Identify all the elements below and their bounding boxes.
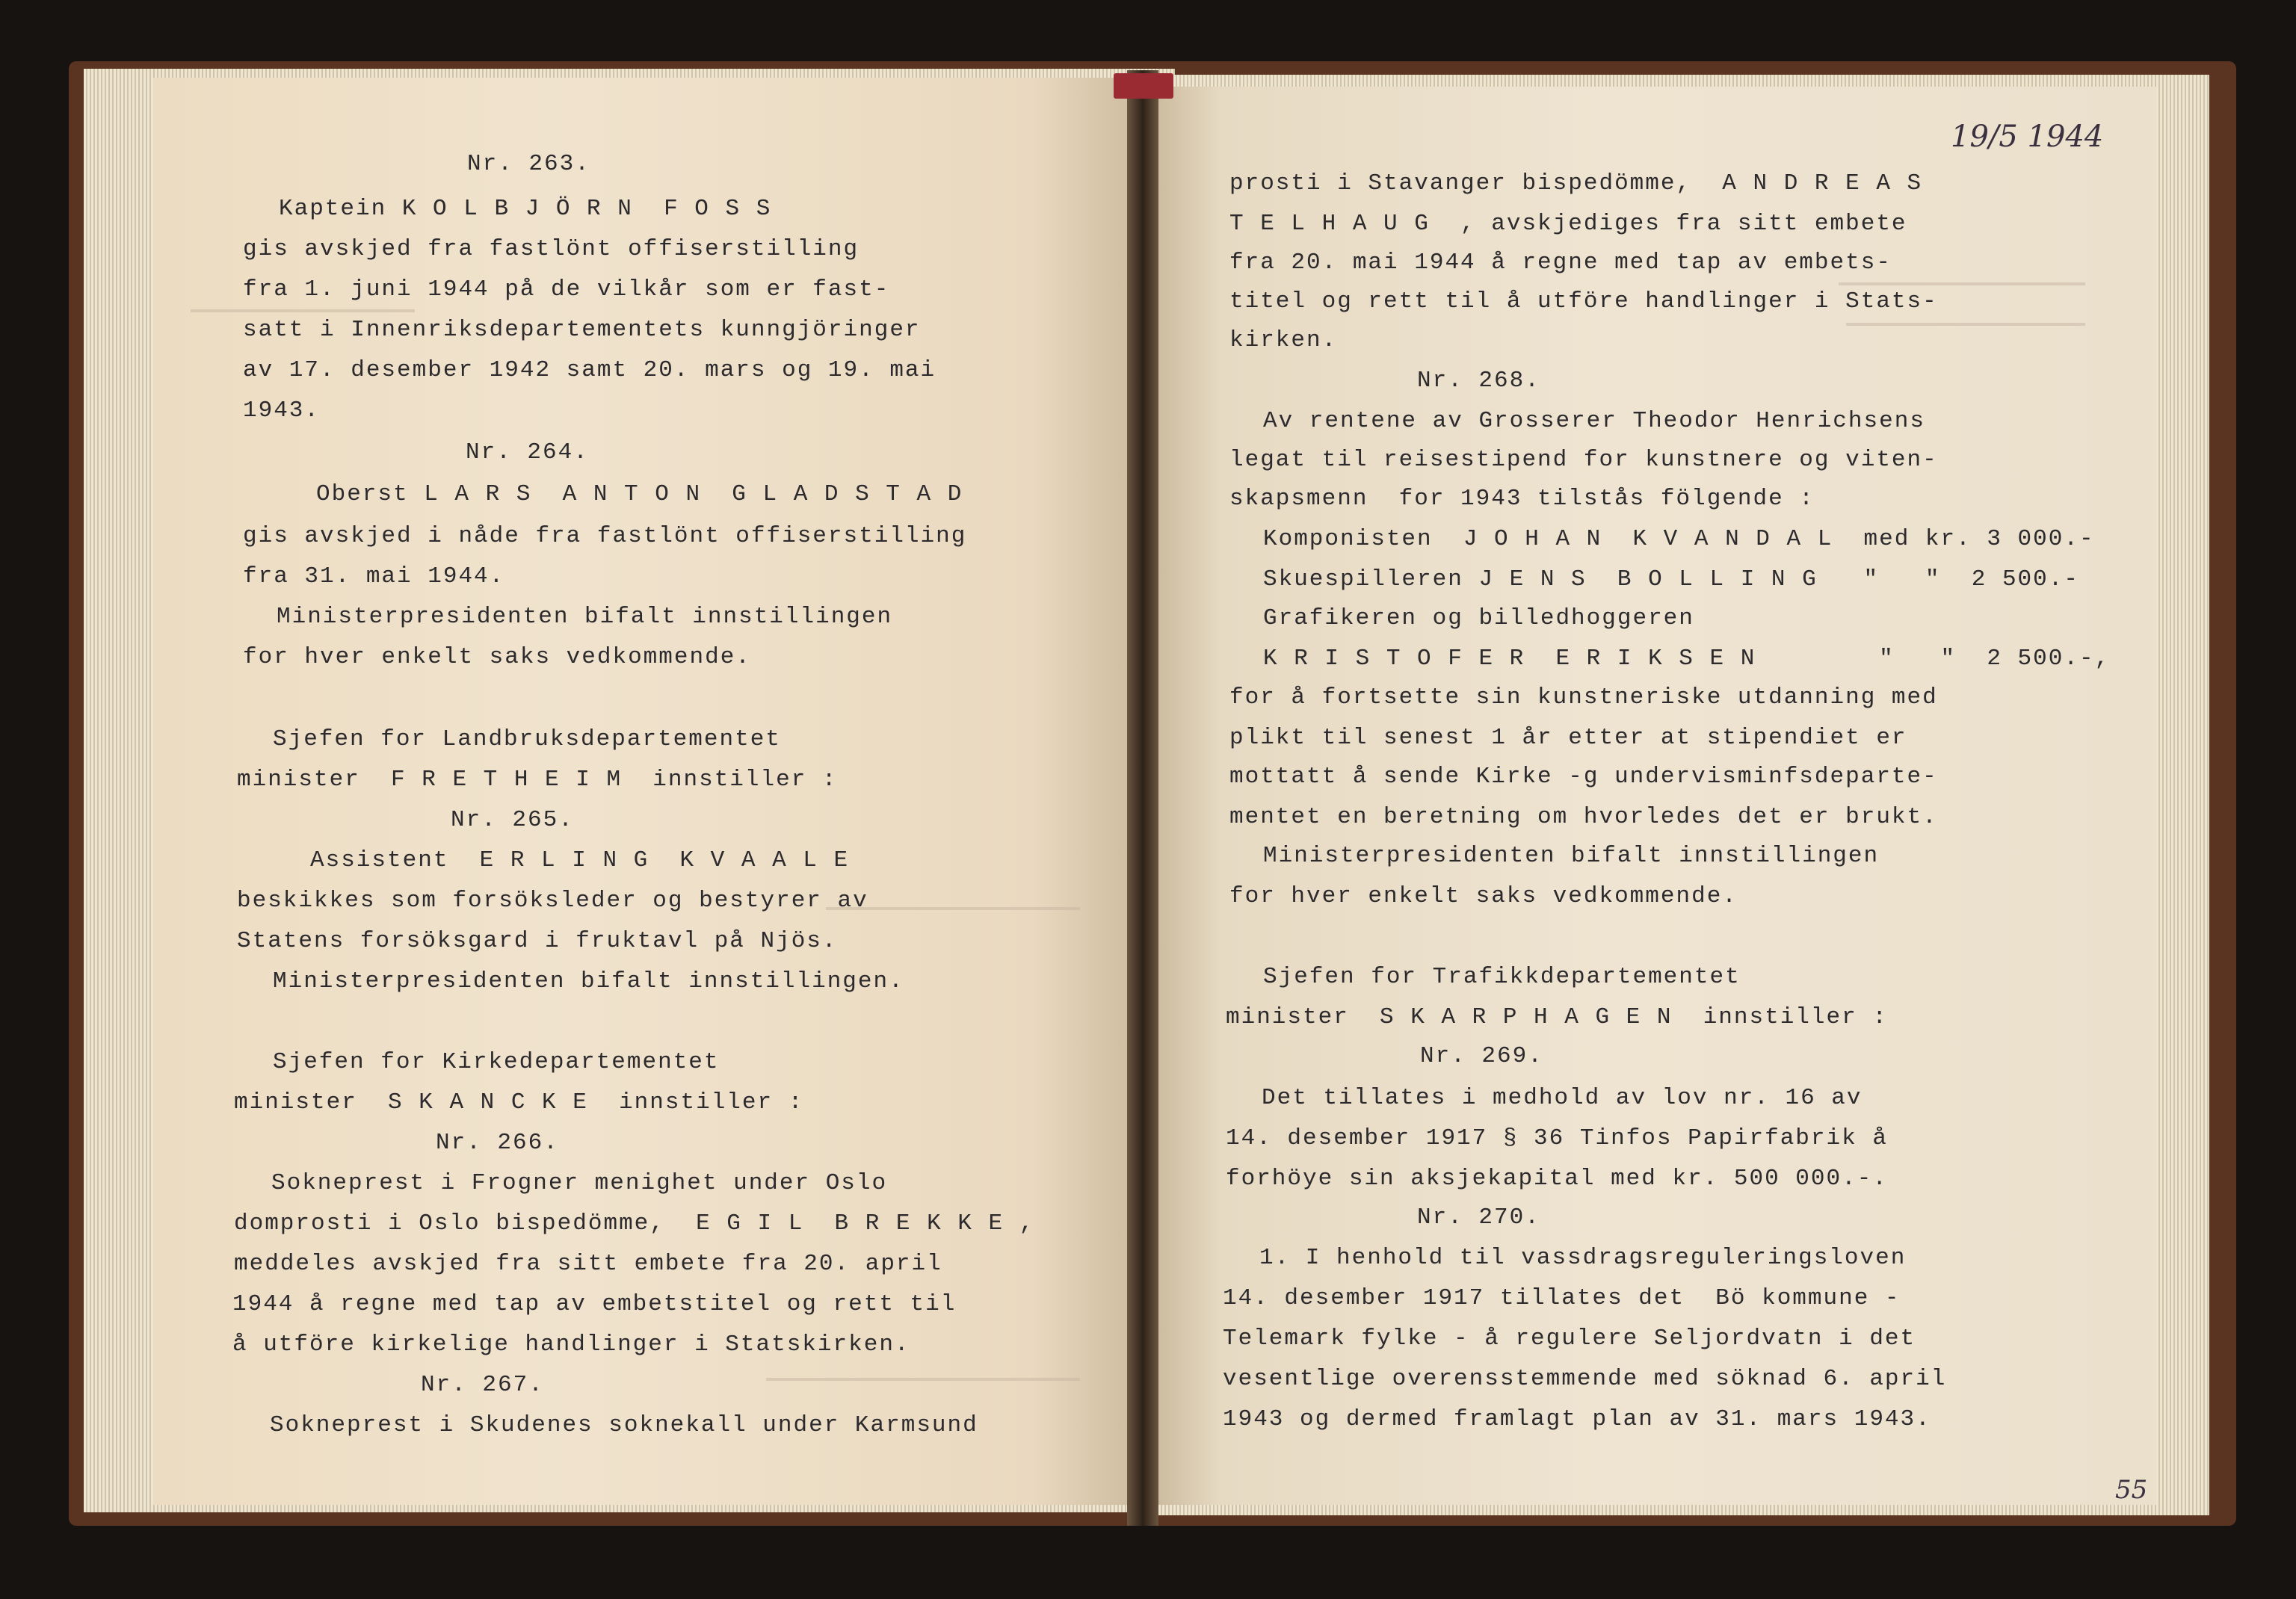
bookmark-ribbon <box>1114 73 1173 99</box>
text-line: legat til reisestipend for kunstnere og viten- <box>1229 447 1938 473</box>
text-line: 1943 og dermed framlagt plan av 31. mars 1943. <box>1223 1406 1931 1432</box>
text-line: prosti i Stavanger bispedömme, A N D R E A S <box>1229 170 1923 197</box>
section-number: Nr. 269. <box>1420 1043 1543 1069</box>
text-line: minister S K A N C K E innstiller : <box>234 1089 804 1116</box>
text-line: gis avskjed fra fastlönt offiserstilling <box>243 236 860 262</box>
bleed-through-mark <box>1839 282 2085 285</box>
text-line: Statens forsöksgard i fruktavl på Njös. <box>237 928 838 954</box>
section-number: Nr. 267. <box>421 1372 544 1398</box>
text-line: for hver enkelt saks vedkommende. <box>1229 883 1738 909</box>
left-page <box>153 78 1151 1505</box>
text-line: mottatt å sende Kirke -g undervisminfsdeparte- <box>1229 764 1938 790</box>
text-line: Sjefen for Kirkedepartementet <box>273 1049 720 1075</box>
section-number: Nr. 270. <box>1417 1204 1540 1231</box>
text-line: Nr. 263. <box>467 151 590 177</box>
text-line: beskikkes som forsöksleder og bestyrer av <box>237 888 868 914</box>
text-line: forhöye sin aksjekapital med kr. 500 000.-. <box>1226 1166 1888 1192</box>
text-line: mentet en beretning om hvorledes det er brukt. <box>1229 804 1938 830</box>
text-line: Komponisten J O H A N K V A N D A L med kr. 3 000.- <box>1263 526 2095 552</box>
text-line: 1944 å regne med tap av embetstitel og rett til <box>232 1291 957 1317</box>
right-page <box>1151 87 2156 1505</box>
text-line: titel og rett til å utföre handlinger i Stats- <box>1229 288 1938 315</box>
text-line: Det tillates i medhold av lov nr. 16 av <box>1262 1085 1863 1111</box>
text-line: vesentlige overensstemmende med söknad 6. april <box>1223 1366 1947 1392</box>
handwritten-date: 19/5 1944 <box>1951 120 2104 154</box>
text-line: fra 31. mai 1944. <box>243 563 505 590</box>
text-line: kirken. <box>1229 327 1338 353</box>
page-number: 55 <box>2115 1475 2148 1505</box>
text-line: gis avskjed i nåde fra fastlönt offiserstilling <box>243 523 967 549</box>
text-line: fra 1. juni 1944 på de vilkår som er fast- <box>243 276 890 303</box>
section-number: Nr. 264. <box>466 439 589 466</box>
text-line: Sjefen for Trafikkdepartementet <box>1263 964 1741 990</box>
bleed-through-mark <box>191 309 415 312</box>
section-number: Nr. 266. <box>436 1130 559 1156</box>
text-line: Oberst L A R S A N T O N G L A D S T A D <box>316 481 963 507</box>
text-line: satt i Innenriksdepartementets kunngjöringer <box>243 317 921 343</box>
text-line: skapsmenn for 1943 tilstås fölgende : <box>1229 486 1815 512</box>
text-line: 1. I henhold til vassdragsreguleringsloven <box>1259 1245 1907 1271</box>
bleed-through-mark <box>766 1378 1080 1381</box>
text-line: for å fortsette sin kunstneriske utdanning med <box>1229 684 1938 711</box>
text-line: av 17. desember 1942 samt 20. mars og 19. mai <box>243 357 936 383</box>
text-line: Grafikeren og billedhoggeren <box>1263 605 1694 631</box>
text-line: minister F R E T H E I M innstiller : <box>237 767 838 793</box>
bleed-through-mark <box>1846 323 2085 326</box>
text-line: 1943. <box>243 398 321 424</box>
text-line: meddeles avskjed fra sitt embete fra 20. april <box>234 1251 942 1277</box>
text-line: domprosti i Oslo bispedömme, E G I L B R E K K E , <box>234 1210 1035 1237</box>
section-number: Nr. 268. <box>1417 368 1540 394</box>
text-line: T E L H A U G , avskjediges fra sitt embete <box>1229 211 1907 237</box>
text-line: fra 20. mai 1944 å regne med tap av embets- <box>1229 250 1892 276</box>
text-line: 14. desember 1917 tillates det Bö kommune - <box>1223 1285 1901 1311</box>
text-line: å utföre kirkelige handlinger i Statskirken. <box>232 1332 910 1358</box>
text-line: Sjefen for Landbruksdepartementet <box>273 726 781 752</box>
text-line: Sokneprest i Frogner menighet under Oslo <box>271 1170 888 1196</box>
text-line: Ministerpresidenten bifalt innstillingen <box>277 604 893 630</box>
text-line: 14. desember 1917 § 36 Tinfos Papirfabrik å <box>1226 1125 1888 1151</box>
text-line: Telemark fylke - å regulere Seljordvatn i det <box>1223 1326 1916 1352</box>
text-line: Ministerpresidenten bifalt innstillingen <box>1263 843 1880 869</box>
text-line: plikt til senest 1 år etter at stipendiet er <box>1229 725 1907 751</box>
text-line: Sokneprest i Skudenes soknekall under Karmsund <box>270 1412 978 1438</box>
text-line: Ministerpresidenten bifalt innstillingen. <box>273 968 904 995</box>
text-line: Skuespilleren J E N S B O L L I N G " " 2 500.- <box>1263 566 2079 593</box>
text-line: Kaptein K O L B J Ö R N F O S S <box>279 196 772 222</box>
text-line: K R I S T O F E R E R I K S E N " " 2 500.-, <box>1263 646 2111 672</box>
book-spine <box>1127 70 1158 1526</box>
text-line: Av rentene av Grosserer Theodor Henrichsens <box>1263 408 1925 434</box>
text-line: minister S K A R P H A G E N innstiller : <box>1226 1004 1888 1030</box>
section-number: Nr. 265. <box>451 807 574 833</box>
text-line: for hver enkelt saks vedkommende. <box>243 644 751 670</box>
text-line: Assistent E R L I N G K V A A L E <box>310 847 850 873</box>
